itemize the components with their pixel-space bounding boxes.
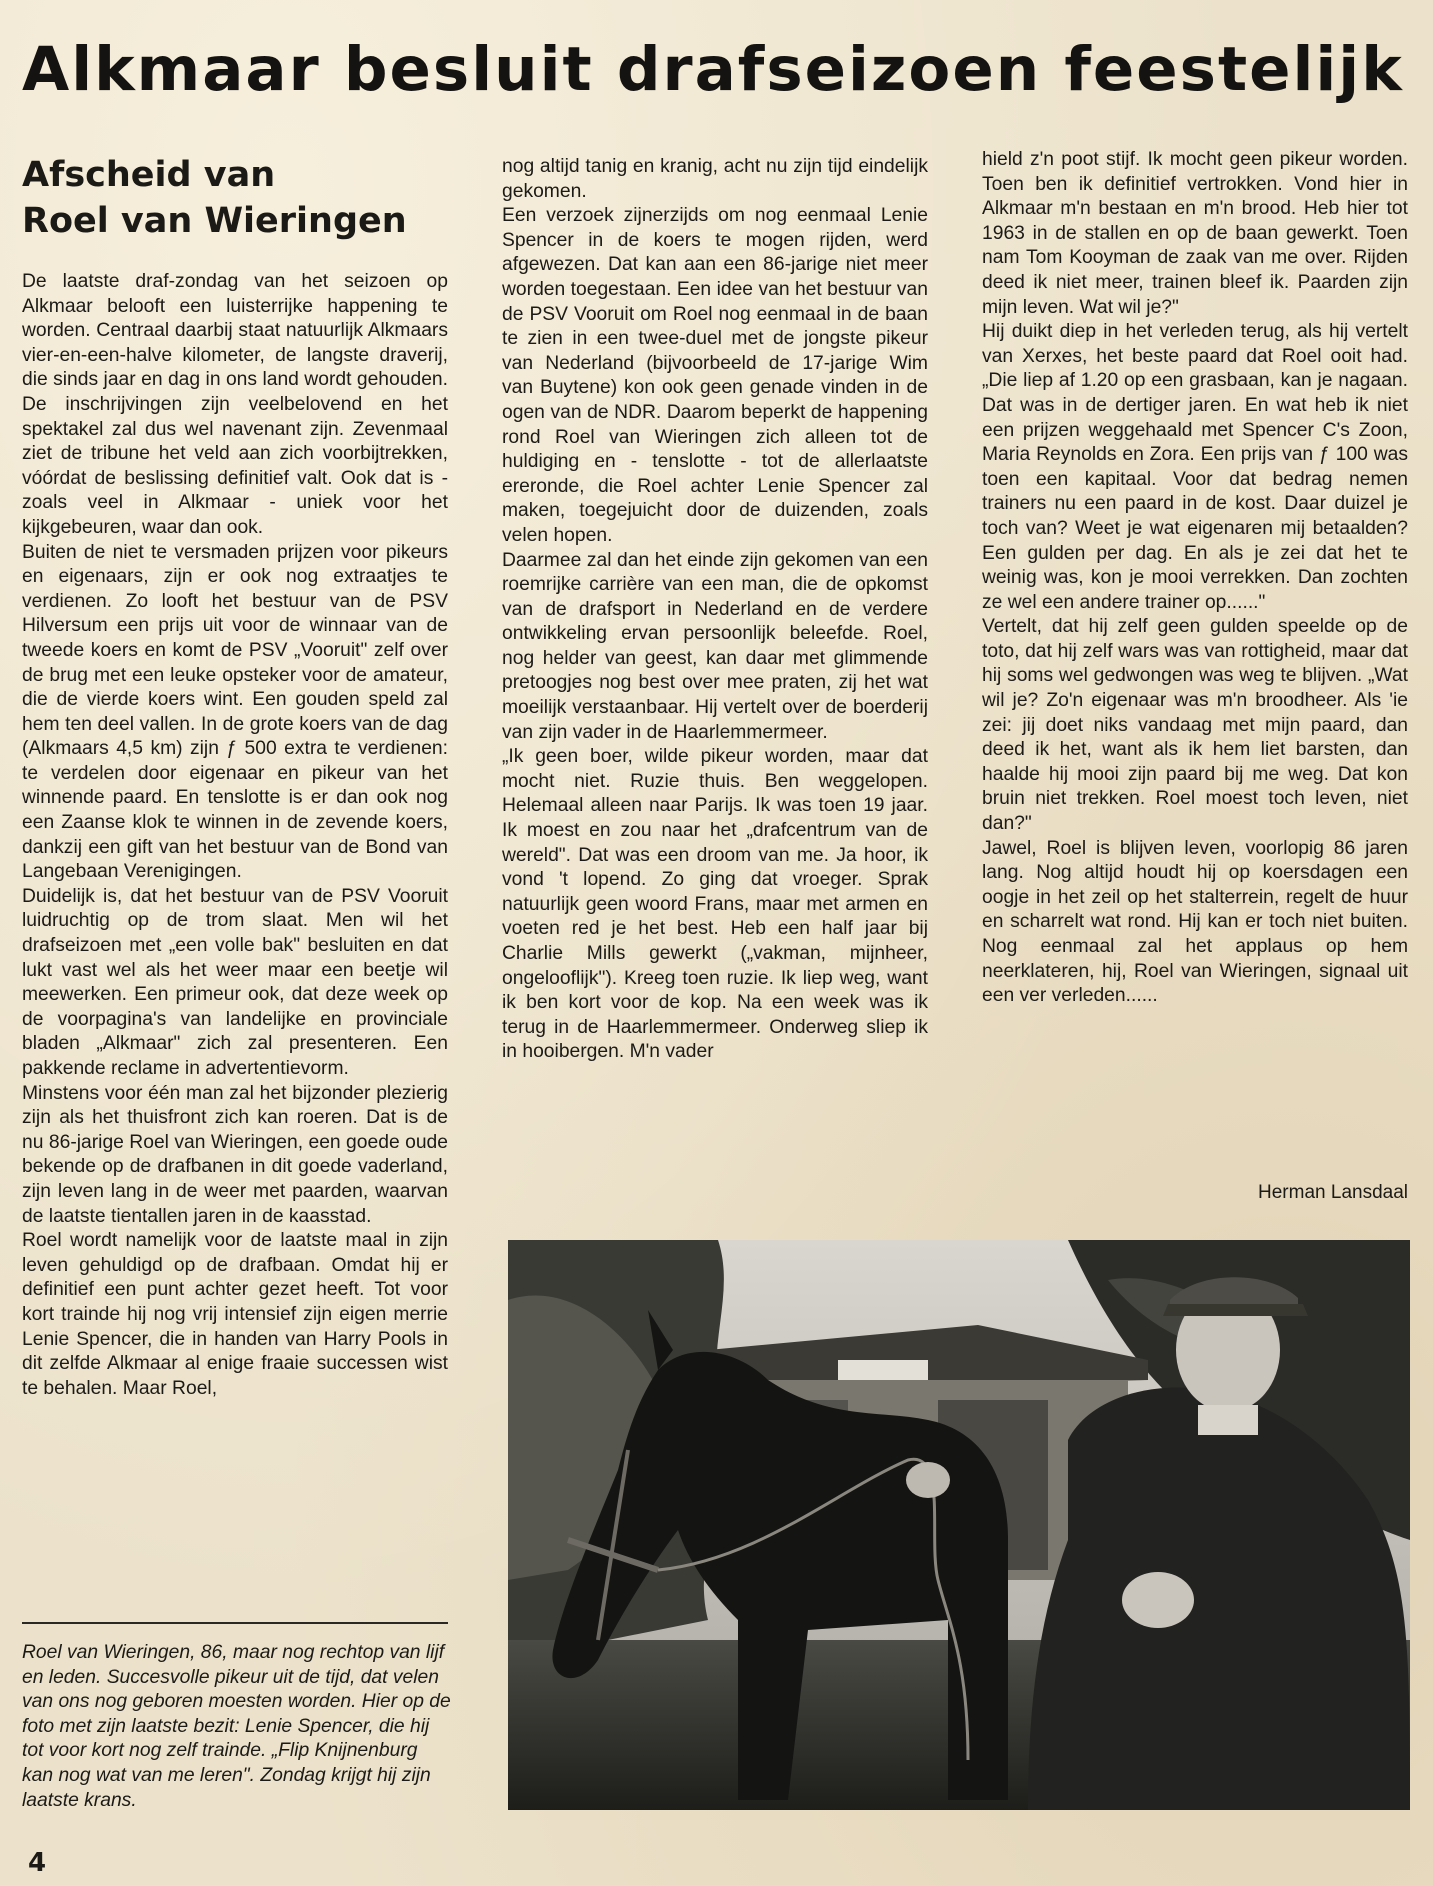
paragraph: Duidelijk is, dat het bestuur van de PSV Vooruit luidruchtig op de trom slaat. Men wil het drafseizoen met „een volle bak" besluiten en dat lukt vast wel als het weer maar een beetje wil meewerken. Een primeur ook, dat deze week op de voorpagina's van landelijke en provinciale bladen „Alkmaar" zich zal presenteren. Een pakkende reclame in advertentievorm. [22, 885, 448, 1079]
paragraph: Roel wordt namelijk voor de laatste maal in zijn leven gehuldigd op de drafbaan. Omdat hij er definitief een punt achter gezet heeft. Tot voor kort trainde hij nog vrij intensief zijn eigen merrie Lenie Spencer, die in handen van Harry Pools in dit zelfde Alkmaar al enige fraaie successen wist te behalen. Maar Roel, [22, 1230, 448, 1399]
photo-man-with-horse [508, 1240, 1410, 1810]
paragraph: hield z'n poot stijf. Ik mocht geen pikeur worden. Toen ben ik definitief vertrokken. Vond hier in Alkmaar m'n bestaan en m'n brood. Heb hier tot 1963 in de stallen en op de baan gewerkt. Toen nam Tom Kooyman de zaak van me over. Rijden deed ik niet meer, trainen bleef ik. Paarden zijn mijn leven. Wat wil je?" [982, 149, 1408, 318]
subhead [22, 152, 462, 244]
paragraph: „Ik geen boer, wilde pikeur worden, maar dat mocht niet. Ruzie thuis. Ben weggelopen. Helemaal alleen naar Parijs. Ik was toen 19 jaar. Ik moest en zou naar het „drafcentrum van de wereld". Dat was een droom van me. Ja hoor, ik vond 't lopend. Zo ging dat vroeger. Sprak natuurlijk geen woord Frans, maar met armen en voeten red je het best. Heb een half jaar bij Charlie Mills gewerkt („vakman, mijnheer, ongelooflijk"). Kreeg toen ruzie. Ik liep weg, want ik ben kort voor de kop. Na een week was ik terug in de Haarlemmermeer. Onderweg sliep ik in hooibergen. M'n vader [502, 746, 928, 1063]
article-column-3 [982, 148, 1408, 1009]
photo-caption [22, 1641, 452, 1813]
subhead-line-1: Afscheid van [22, 155, 276, 195]
caption-rule [22, 1622, 448, 1624]
photo-illustration [508, 1240, 1410, 1810]
paragraph: Jawel, Roel is blijven leven, voorlopig 86 jaren lang. Nog altijd houdt hij op koersdagen een oogje in het zeil op het stalterrein, regelt de huur en scharrelt wat rond. Hij kan er toch niet buiten. Nog eenmaal zal het applaus op hem neerklateren, hij, Roel van Wieringen, signaal uit een ver verleden...... [982, 837, 1408, 1007]
article-column-1 [22, 270, 448, 1401]
caption-text: Roel van Wieringen, 86, maar nog rechtop van lijf en leden. Succesvolle pikeur uit de tijd, dat velen van ons nog geboren moesten worden. Hier op de foto met zijn laatste bezit: Lenie Spencer, die hij tot voor kort nog zelf trainde. „Flip Knijnenburg kan nog wat van me leren". Zondag krijgt hij zijn laatste krans. [22, 1642, 451, 1811]
paragraph: De laatste draf-zondag van het seizoen op Alkmaar belooft een luisterrijke happening te worden. Centraal daarbij staat natuurlijk Alkmaars vier-en-een-halve kilometer, de langste draverij, die sinds jaar en dag in ons land wordt gehouden. De inschrijvingen zijn veelbelovend en het spektakel zal dus wel navenant zijn. Zevenmaal ziet de tribune het veld aan zich voorbijtrekken, vóórdat de beslissing definitief valt. Ook dat is - zoals veel in Alkmaar - uniek voor het kijkgebeuren, waar dan ook. [22, 271, 448, 538]
page-number: 4 [28, 1848, 47, 1878]
byline: Herman Lansdaal [1258, 1182, 1408, 1203]
paragraph: Hij duikt diep in het verleden terug, als hij vertelt van Xerxes, het beste paard dat Roel ooit had. „Die liep af 1.20 op een grasbaan, kan je nagaan. Dat was in de dertiger jaren. En wat heb ik niet een prijzen weggehaald met Spencer C's Zoon, Maria Reynolds en Zora. Een prijs van ƒ 100 was toen een kapitaal. Voor dat bedrag nemen trainers nu een paard in de kost. Daar duizel je toch van? Weet je wat eigenaren mij betaalden? Een gulden per dag. En als je zei dat het te weinig was, kon je mooi verrekken. Dan zochten ze wel een andere trainer op......" [982, 321, 1408, 613]
subhead-line-2: Roel van Wieringen [22, 201, 407, 241]
paragraph: nog altijd tanig en kranig, acht nu zijn tijd eindelijk gekomen. [502, 156, 928, 202]
paragraph: Een verzoek zijnerzijds om nog eenmaal Lenie Spencer in de koers te mogen rijden, werd afgewezen. Dat kan aan een 86-jarige niet meer worden toegestaan. Een idee van het bestuur van de PSV Vooruit om Roel nog eenmaal in de baan te zien in een twee-duel met de jongste pikeur van Nederland (bijvoorbeeld de 17-jarige Wim van Buytene) kon ook geen genade vinden in de ogen van de NDR. Daarom beperkt de happening rond Roel van Wieringen zich alleen tot de huldiging en - tenslotte - tot de allerlaatste ereronde, die Roel achter Lenie Spencer zal maken, toegejuicht door de duizenden, zoals velen hopen. [502, 205, 928, 546]
article-column-2 [502, 155, 928, 1065]
paragraph: Minstens voor één man zal het bijzonder plezierig zijn als het thuisfront zich kan roeren. Dat is de nu 86-jarige Roel van Wieringen, een goede oude bekende op de drafbanen in dit goede vaderland, zijn leven lang in de weer met paarden, waarvan de laatste tientallen jaren in de kaasstad. [22, 1082, 448, 1227]
paragraph: Vertelt, dat hij zelf geen gulden speelde op de toto, dat hij zelf wars was van rottigheid, maar dat hij soms wel gedwongen was weg te blijven. „Wat wil je? Zo'n eigenaar was m'n broodheer. Als 'ie zei: jij doet niks vandaag met mijn paard, dan deed ik het, want als ik hem liet barsten, dan haalde hij mooi zijn paard bij me weg. Dat kon bruin niet trekken. Roel moest toch leven, niet dan?" [982, 616, 1408, 835]
paragraph: Daarmee zal dan het einde zijn gekomen van een roemrijke carrière van een man, die de opkomst van de drafsport in Nederland en de verdere ontwikkeling ervan persoonlijk beleefde. Roel, nog helder van geest, kan daar met glimmende pretoogjes nog best over mee praten, zij het wat moeilijk verstaanbaar. Hij vertelt over de boerderij van zijn vader in de Haarlemmermeer. [502, 549, 928, 743]
paragraph: Buiten de niet te versmaden prijzen voor pikeurs en eigenaars, zijn er ook nog extraatjes te verdienen. Zo looft het bestuur van de PSV Hilversum een prijs uit voor de winnaar van de tweede koers en komt de PSV „Vooruit" zelf over de brug met een leuke opsteker voor de amateur, die de vierde koers wint. Een gouden speld zal hem ten deel vallen. In de grote koers van de dag (Alkmaars 4,5 km) zijn ƒ 500 extra te verdienen: te verdelen door eigenaar en pikeur van het winnende paard. En tenslotte is er dan ook nog een Zaanse klok te winnen in de zevende koers, dankzij een gift van het bestuur van de Bond van Langebaan Verenigingen. [22, 541, 448, 883]
headline: Alkmaar besluit drafseizoen feestelijk [22, 34, 1404, 105]
